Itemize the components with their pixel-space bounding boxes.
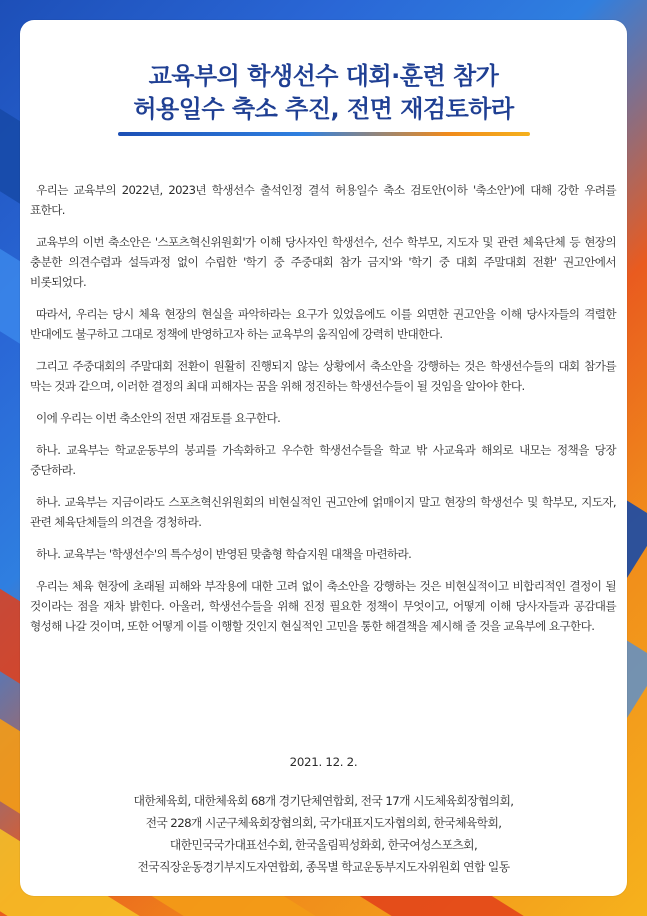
signatory-line: 대한민국국가대표선수회, 한국올림픽성화회, 한국여성스포츠회, xyxy=(169,838,478,852)
signatory-line: 대한체육회, 대한체육회 68개 경기단체연합회, 전국 17개 시도체육회장협의회, xyxy=(133,794,514,808)
paragraph: 그리고 주중대회의 주말대회 전환이 원활히 진행되지 않는 상황에서 축소안을 강행하는 것은 학생선수들의 대회 참가를 막는 것과 같으며, 이러한 결정의 최대 피해자는 꿈을 위해 정진하는 학생선수들이 될 것임을 알아야 한다. xyxy=(30,359,616,393)
signatory-line: 전국직장운동경기부지도자연합회, 종목별 학교운동부지도자위원회 연합 일동 xyxy=(137,860,510,874)
statement-body xyxy=(30,180,616,648)
paragraph: 이에 우리는 이번 축소안의 전면 재검토를 요구한다. xyxy=(36,411,281,425)
paragraph: 우리는 체육 현장에 초래될 피해와 부작용에 대한 고려 없이 축소안을 강행하는 것은 비현실적이고 비합리적인 결정이 될 것이라는 점을 재차 밝힌다. 아울러, 학생선수들을 위해 진정 필요한 정책이 무엇이고, 어떻게 이해 당사자들과 공감대를 형성해 나갈 것이며, 또한 어떻게 이를 이행할 것인지 현실적인 고민을 통한 해결책을 제시해 줄 것을 교육부에 요구한다. xyxy=(30,579,616,633)
statement-card xyxy=(20,20,627,896)
demand-item: 하나. 교육부는 학교운동부의 붕괴를 가속화하고 우수한 학생선수들을 학교 밖 사교육과 해외로 내모는 정책을 당장 중단하라. xyxy=(30,443,616,477)
paragraph: 우리는 교육부의 2022년, 2023년 학생선수 출석인정 결석 허용일수 축소 검토안(이하 '축소안')에 대해 강한 우려를 표한다. xyxy=(30,183,616,217)
paragraph: 따라서, 우리는 당시 체육 현장의 현실을 파악하라는 요구가 있었음에도 이를 외면한 권고안을 이해 당사자들의 격렬한 반대에도 불구하고 그대로 정책에 반영하고자 하는 교육부의 움직임에 강력히 반대한다. xyxy=(30,307,616,341)
title-line-2: 허용일수 축소 추진, 전면 재검토하라 xyxy=(133,95,514,123)
statement-date: 2021. 12. 2. xyxy=(289,755,358,769)
paragraph: 교육부의 이번 축소안은 '스포츠혁신위원회'가 이해 당사자인 학생선수, 선수 학부모, 지도자 및 관련 체육단체 등 현장의 충분한 의견수렴과 설득과정 없이 수립한 '학기 중 주중대회 참가 금지'와 '학기 중 대회 주말대회 전환' 권고안에서 비롯되었다. xyxy=(30,235,616,289)
title-line-1: 교육부의 학생선수 대회·훈련 참가 xyxy=(148,62,499,90)
demand-item: 하나. 교육부는 지금이라도 스포츠혁신위원회의 비현실적인 권고안에 얽매이지 말고 현장의 학생선수 및 학부모, 지도자, 관련 체육단체들의 의견을 경청하라. xyxy=(30,495,616,529)
signatories xyxy=(20,790,627,878)
title-underline xyxy=(118,132,530,136)
signatory-line: 전국 228개 시군구체육회장협의회, 국가대표지도자협의회, 한국체육학회, xyxy=(145,816,502,830)
background-stripe xyxy=(0,0,647,6)
demand-item: 하나. 교육부는 '학생선수'의 특수성이 반영된 맞춤형 학습지원 대책을 마련하라. xyxy=(36,547,412,561)
document-title xyxy=(20,60,627,126)
